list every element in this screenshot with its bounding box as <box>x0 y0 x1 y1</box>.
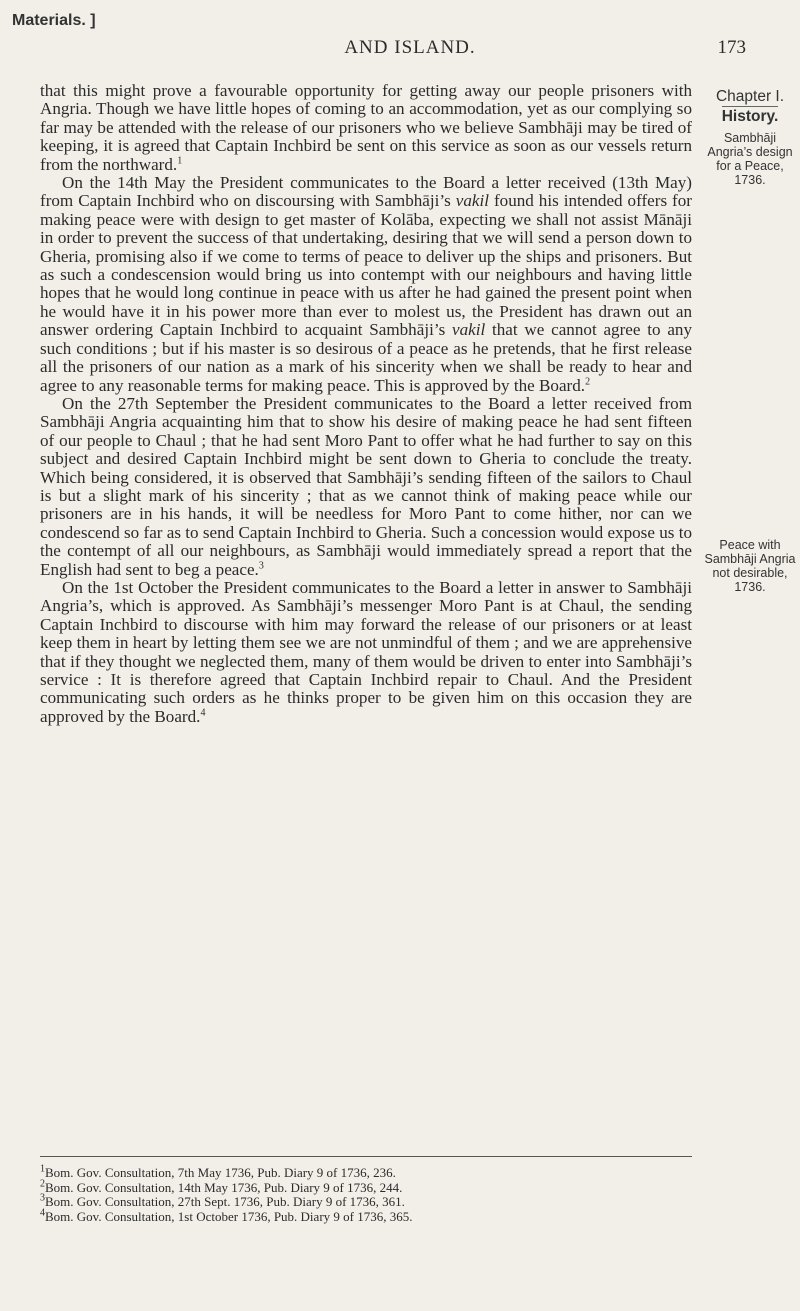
sidenote-chapter <box>700 88 800 187</box>
running-head: Materials. ] <box>12 12 96 29</box>
footnote-ref-4: 4 <box>200 707 206 719</box>
paragraph-4: On the 1st October the President communicates to the Board a letter in answer to Sambhāji Angria’s, which is approved. As Sambhāji’s messenger Moro Pant is at Chaul, the sending Captain Inchbird to discourse with him may forward the release of our prisoners or at least keep them in heart by letting them see we are not unmindful of them ; and we are apprehensive that if they thought we neglected them, many of them would be driven to enter into Sambhāji’s service : It is therefore agreed that Captain Inchbird repair to Chaul. And the President communicating such orders as he thinks proper to be given him on this occasion they are approved by the Board.$^4$ <box>40 577 692 726</box>
footnote-ref-1: 1 <box>177 154 183 166</box>
footnote-ref-3: 3 <box>258 559 264 571</box>
page-header <box>40 37 780 67</box>
sidenote-peace-not-desirable: Peace with Sambhāji Angria not desirable, 1736. <box>704 538 796 594</box>
footnote: $^2$Bom. Gov. Consultation, 14th May 1736, Pub. Diary 9 of 1736, 244. <box>40 1178 403 1195</box>
paragraph-3: On the 27th September the President communicates to the Board a letter received from Sambhāji Angria acquainting him that to show his desire of making peace he had sent fifteen of our people to Chaul ; that he had sent Moro Pant to offer what he had further to say on this subject and desired Captain Inchbird might be sent down to Gheria to conclude the treaty. Which being considered, it is observed that Sambhāji’s sending fifteen of the sailors to Chaul is but a slight mark of his sincerity ; that as we cannot think of making peace while our prisoners are in his hands, it will be needless for Moro Pant to come hither, nor can we condescend so far as to send Captain Inchbird to Gheria. Such a concession would expose us to the contempt of all our neighbours, as Sambhāji would immediately spread a report that the English had sent to beg a peace.$^3$ <box>40 393 692 579</box>
history-label: History. <box>721 108 779 125</box>
footnote-ref-2: 2 <box>585 375 591 387</box>
footnote: $^4$Bom. Gov. Consultation, 1st October 1736, Pub. Diary 9 of 1736, 365. <box>40 1207 413 1224</box>
footnotes <box>40 1163 692 1224</box>
page-number: 173 <box>717 37 746 58</box>
main-text <box>40 82 692 726</box>
footnote: $^1$Bom. Gov. Consultation, 7th May 1736, Pub. Diary 9 of 1736, 236. <box>40 1163 396 1180</box>
paragraph-1: that this might prove a favourable opportunity for getting away our people prisoners with Angria. Though we have little hopes of coming to an accommodation, yet as our complying so far may be attended with the release of our prisoners who we believe Sambhāji may be tired of keeping, it is agreed that Captain Inchbird be sent on this service as soon as our vessels return from the northward.$^1$ <box>40 81 692 174</box>
chapter-label: Chapter I. <box>715 88 785 105</box>
paragraph-2: On the 14th May the President communicates to the Board a letter received (13th May) from Captain Inchbird who on discoursing with Sambhāji’s vakil found his intended offers for making peace were with design to get master of Kolāba, expecting we shall not assist Mānāji in order to prevent the success of that undertaking, desiring that we will send a person down to Gheria, promising also if we come to terms of peace to deliver up the ships and prisoners. But as such a condescension would bring us into contempt with our neighbours and having little hopes that he would long continue in peace with us after he had gained the present point when he would have it in his power more than ever to molest us, the President has drawn out an answer ordering Captain Inchbird to acquaint Sambhāji’s vakil that we cannot agree to any such conditions ; but if his master is so desirous of a peace as he pretends, that he first release all the prisoners of our nation as a mark of his sincerity when we shall be ready to hear and agree to any reasonable terms for making peace. This is approved by the Board.$^2$ <box>40 173 692 395</box>
sidenote-design-for-peace: Sambhāji Angria’s design for a Peace, 1736. <box>707 131 793 187</box>
footnote: $^3$Bom. Gov. Consultation, 27th Sept. 1736, Pub. Diary 9 of 1736, 361. <box>40 1192 405 1209</box>
page-title: AND ISLAND. <box>344 37 476 58</box>
footnote-divider <box>40 1156 692 1157</box>
